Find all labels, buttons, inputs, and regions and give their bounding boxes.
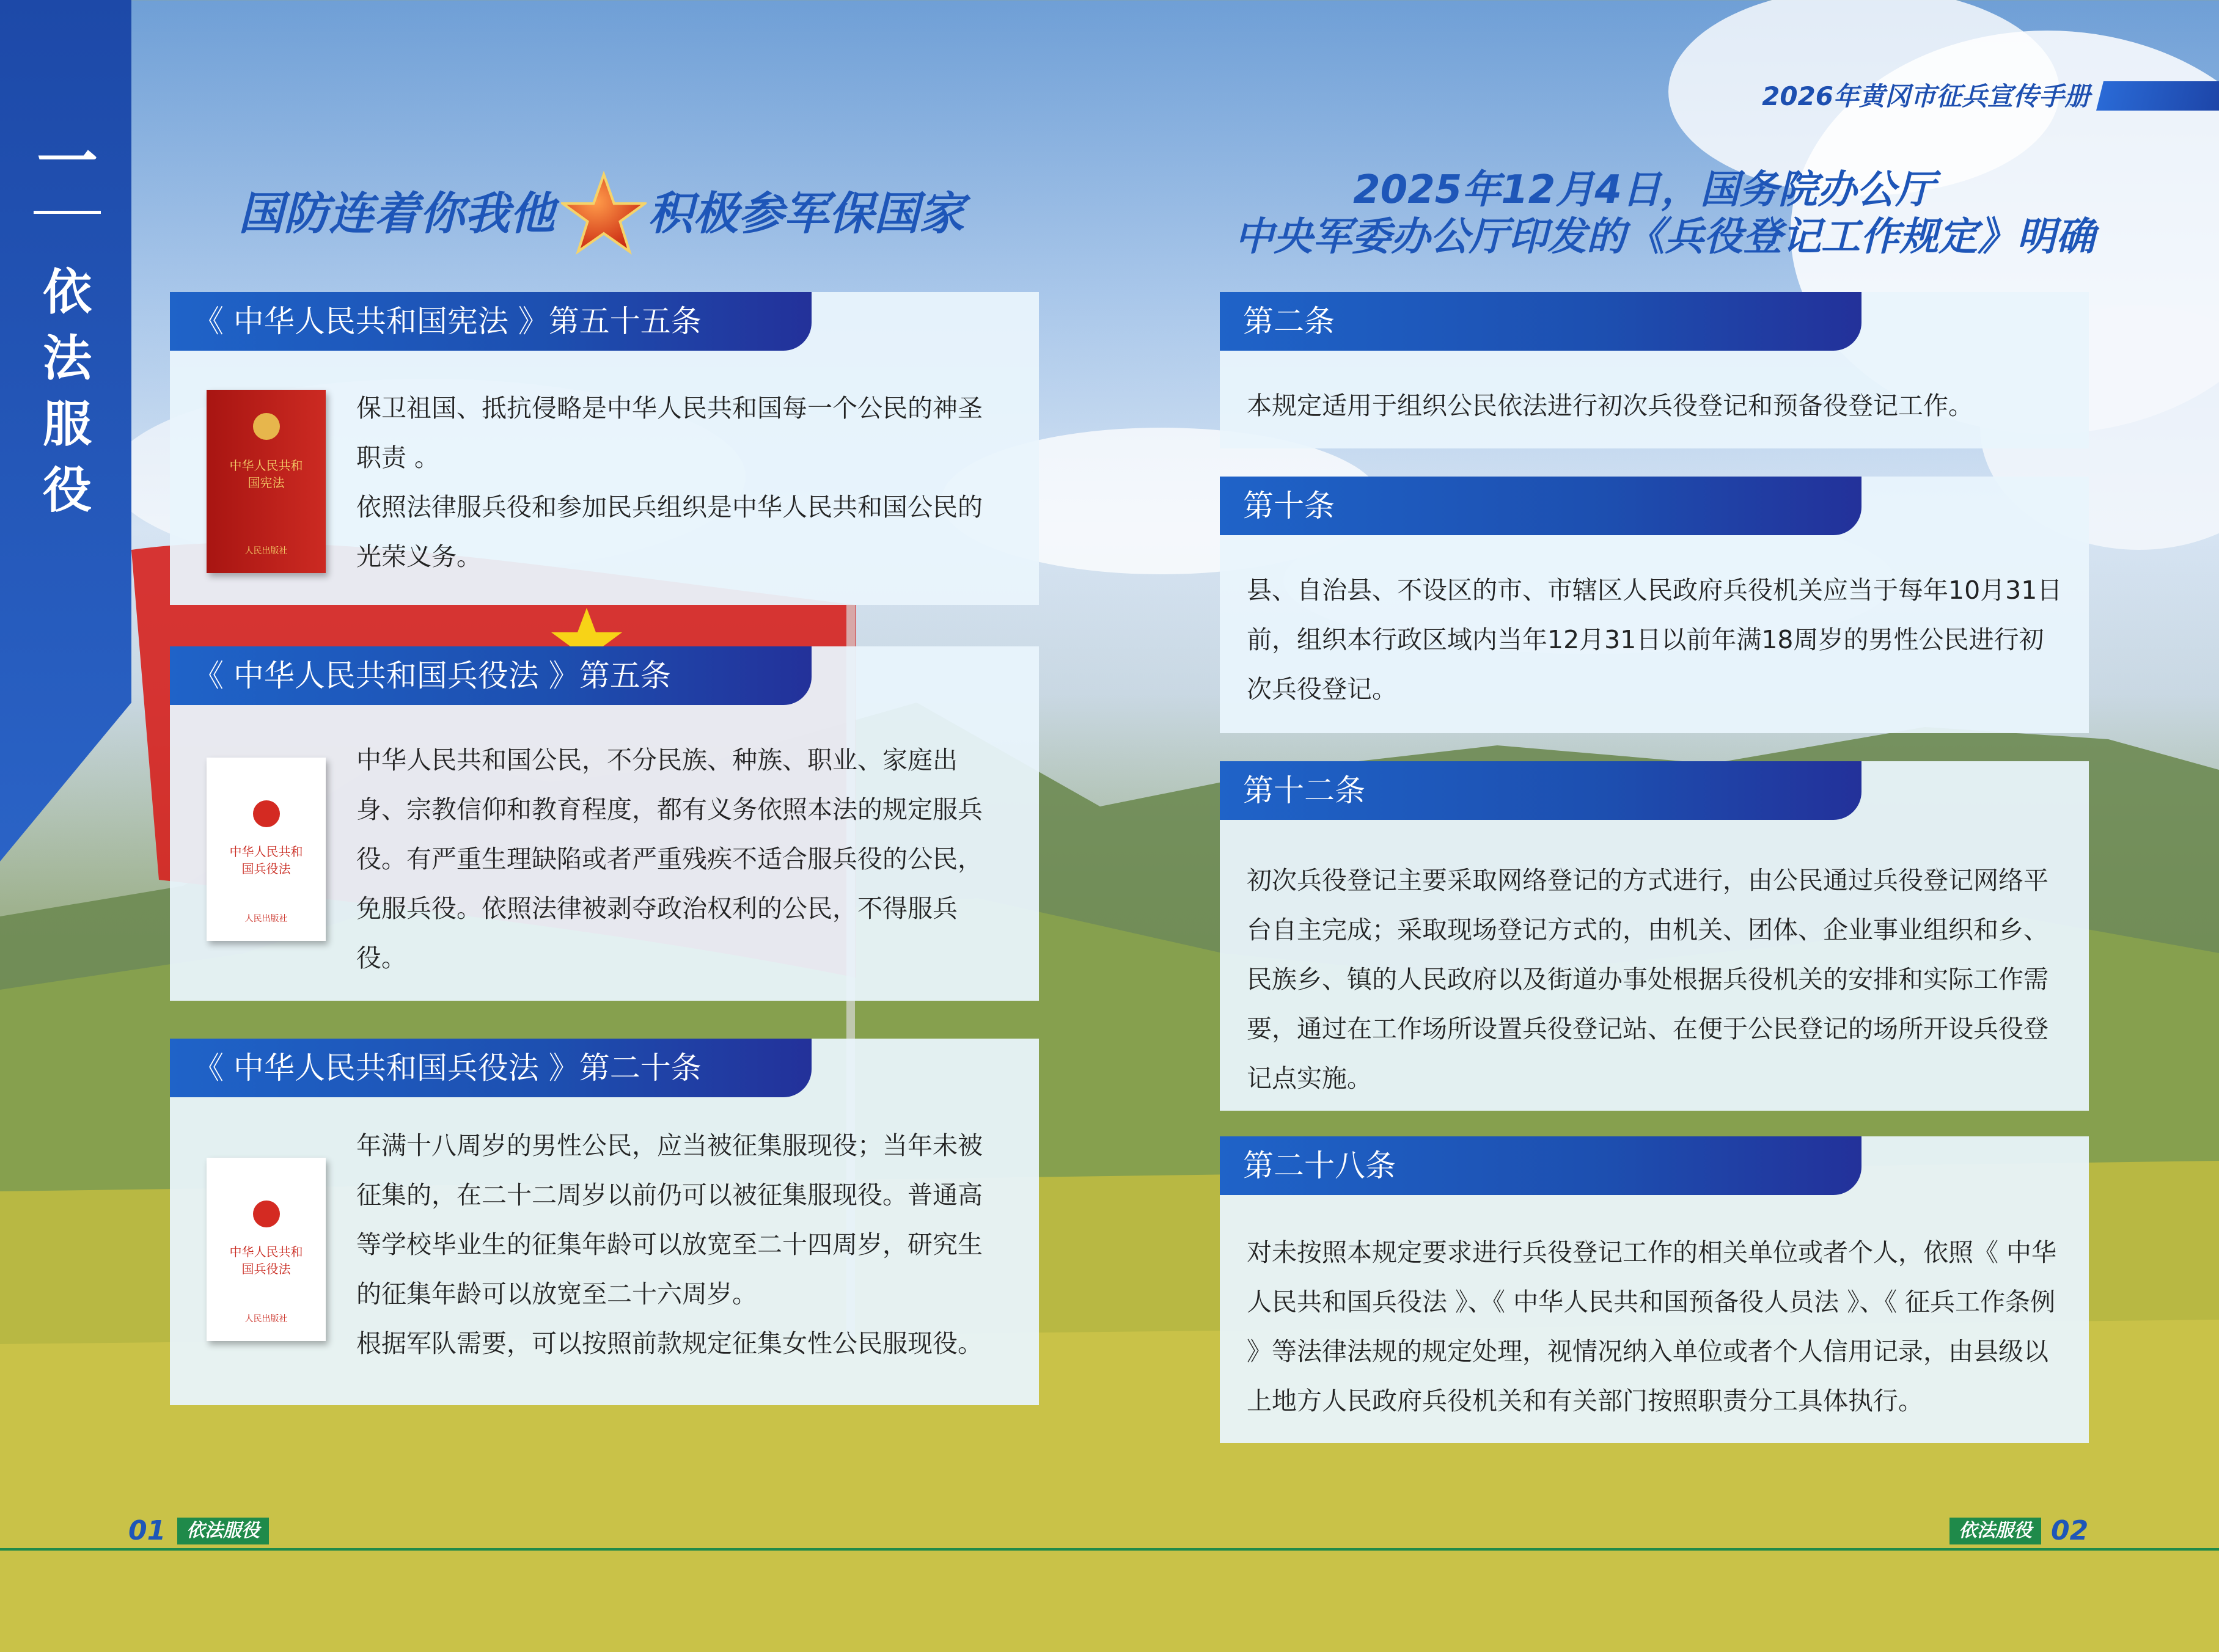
book-title: 中华人民共和国兵役法: [229, 844, 303, 876]
paragraph: 年满十八周岁的男性公民，应当被征集服现役；当年未被征集的，在二十二周岁以前仍可以被征集服现役。普通高等学校毕业生的征集年龄可以放宽至二十四周岁，研究生的征集年龄可以放宽至二十六周岁。: [356, 1131, 983, 1309]
chapter-divider: [34, 211, 101, 214]
paragraph: 保卫祖国、抵抗侵略是中华人民共和国每一个公民的神圣职责 。: [356, 393, 983, 472]
right-heading-line1: 2025年12月4日，国务院办公厅: [1353, 167, 1935, 213]
emblem-icon: [253, 800, 280, 827]
footer-page-number-left: 01: [128, 1515, 166, 1546]
card-text: 初次兵役登记主要采取网络登记的方式进行，由公民通过兵役登记网络平台自主完成；采取现场登记方式的，由机关、团体、企业事业组织和乡、民族乡、镇的人民政府以及街道办事处根据兵役机关的安排和实际工作需要，通过在工作场所设置兵役登记站、在便于公民登记的场所开设兵役登记点实施。: [1247, 866, 2048, 1093]
card-text: [356, 1121, 1004, 1369]
rule-card-article-28: [1220, 1136, 2089, 1443]
military-law-book-icon: [207, 1158, 326, 1341]
card-title: 第十条: [1220, 477, 1861, 535]
slogan-left: 国防连着你我他: [238, 188, 555, 240]
chapter-number: 一: [37, 126, 98, 197]
chapter-title: 依法服役: [43, 264, 92, 519]
footer-line-left: [0, 1548, 1109, 1551]
right-heading-line2: 中央军委办公厅印发的《兵役登记工作规定》明确: [1234, 214, 2095, 260]
footer-line-right: [1109, 1548, 2219, 1551]
paragraph: 中华人民共和国公民，不分民族、种族、职业、家庭出身、宗教信仰和教育程度，都有义务依照本法的规定服兵役。有严重生理缺陷或者严重残疾不适合服兵役的公民，免服兵役。依照法律被剥夺政治权利的公民，不得服兵役。: [356, 745, 983, 973]
law-card-military-service-5: [170, 646, 1039, 1001]
card-text: [356, 736, 1004, 983]
paragraph: 依照法律服兵役和参加民兵组织是中华人民共和国公民的光荣义务。: [356, 492, 983, 571]
rule-card-article-10: [1220, 477, 2089, 733]
military-law-book-icon: [207, 758, 326, 941]
rule-card-article-2: [1220, 292, 2089, 448]
card-title: 《 中华人民共和国宪法 》第五十五条: [170, 292, 812, 351]
manual-title: 2026年黄冈市征兵宣传手册: [1762, 81, 2090, 111]
book-publisher: 人民出版社: [244, 546, 288, 556]
card-title: 《 中华人民共和国兵役法 》第二十条: [170, 1039, 812, 1097]
card-text: 县、自治县、不设区的市、市辖区人民政府兵役机关应当于每年10月31日前，组织本行政区域内当年12月31日以前年满18周岁的男性公民进行初次兵役登记。: [1247, 576, 2063, 704]
card-text: [356, 384, 1004, 582]
book-publisher: 人民出版社: [244, 914, 288, 924]
book-title: 中华人民共和国兵役法: [229, 1244, 303, 1276]
card-text: 对未按照本规定要求进行兵役登记工作的相关单位或者个人，依照《 中华人民共和国兵役法 》、《 中华人民共和国预备役人员法 》、《 征兵工作条例 》等法律法规的规定处理，视情况纳入单位或者个人信用记录，由县级以上地方人民政府兵役机关和有关部门按照职责分工具体执行。: [1247, 1238, 2057, 1416]
constitution-book-icon: [207, 390, 326, 573]
book-publisher: 人民出版社: [244, 1314, 288, 1324]
emblem-icon: [253, 413, 280, 440]
paragraph: 根据军队需要，可以按照前款规定征集女性公民服现役。: [356, 1329, 983, 1358]
footer-section-label-left: 依法服役: [177, 1518, 269, 1544]
star-icon: [561, 171, 647, 257]
slogan-right: 积极参军保国家: [648, 188, 964, 240]
footer-page-number-right: 02: [2051, 1515, 2089, 1546]
law-card-constitution-55: [170, 292, 1039, 605]
card-text: 本规定适用于组织公民依法进行初次兵役登记和预备役登记工作。: [1247, 391, 1973, 420]
card-title: 第十二条: [1220, 761, 1861, 820]
law-card-military-service-20: [170, 1039, 1039, 1405]
book-title: 中华人民共和国宪法: [229, 458, 303, 490]
card-title: 《 中华人民共和国兵役法 》第五条: [170, 646, 812, 705]
emblem-icon: [253, 1201, 280, 1227]
header-accent-bar: [2096, 81, 2219, 111]
rule-card-article-12: [1220, 761, 2089, 1111]
card-title: 第二条: [1220, 292, 1861, 351]
card-title: 第二十八条: [1220, 1136, 1861, 1195]
footer-section-label-right: 依法服役: [1949, 1518, 2041, 1544]
